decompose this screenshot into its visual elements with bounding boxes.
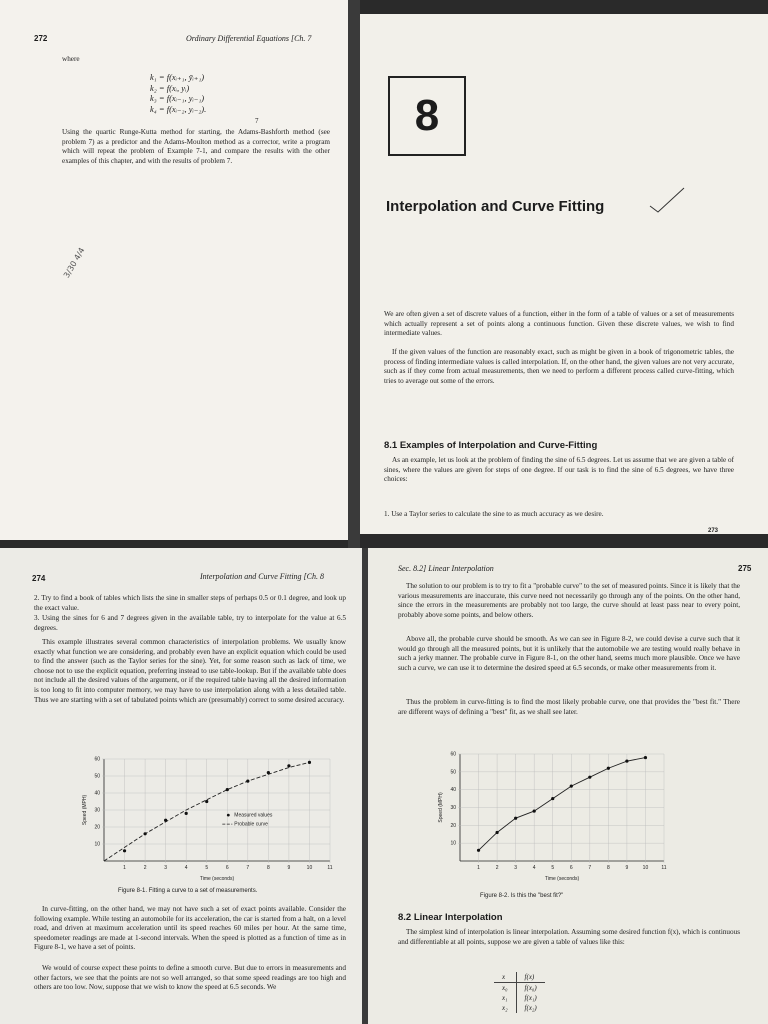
- section-paragraph: As an example, let us look at the problem of finding the sine of 6.5 degrees. Let us assume that we are given a table of sines, where the values are given for steps of one degree. If our task is to find the sine of 6.5 degrees, we have three choices:: [384, 456, 734, 484]
- table-header-x: x: [494, 972, 516, 983]
- paragraph-2: Above all, the probable curve should be smooth. As we can see in Figure 8-2, we could devise a curve such that it would go through all the measured points, but it is unlikely that the automobile we are testing would really behave in such a jerky manner. The probable curve in Figure 8-1, on the other hand, seems much more plausible. Once we have such a curve, we can use it to determine the desired speed at 6.5 seconds, or make other measurements from it.: [398, 635, 740, 672]
- y-axis-label: Speed (MPH): [82, 794, 88, 826]
- table-row: [494, 983, 545, 994]
- equation-k4: k₄ = f(xᵢ₋₂, yᵢ₋₂).: [150, 103, 207, 114]
- figure-8-1-caption: Figure 8-1. Fitting a curve to a set of measurements.: [118, 888, 258, 894]
- running-head: Sec. 8.2] Linear Interpolation: [398, 564, 494, 573]
- x-tick-label: 3: [164, 865, 168, 871]
- equation-k3: k₃ = f(xᵢ₋₁, yᵢ₋₁): [150, 93, 205, 103]
- x-tick-label: 8: [266, 865, 270, 871]
- section-heading-8-1: 8.1 Examples of Interpolation and Curve-Fitting: [384, 440, 598, 451]
- section-heading-8-2: 8.2 Linear Interpolation: [398, 912, 503, 923]
- y-tick-label: 10: [94, 841, 100, 848]
- paragraph-3: We would of course expect these points to define a smooth curve. But due to errors in measurements and other factors, we see that the points are not so well arranged, so that some speed readings are too high and others are too low. Now, suppose that we wish to know the speed at 6.5 seconds. We: [34, 964, 346, 992]
- equation-mark: 7: [255, 117, 259, 125]
- x-tick-label: 7: [588, 865, 592, 871]
- figure-8-2-chart: [434, 748, 674, 883]
- page-275: [368, 548, 768, 1024]
- intro-paragraph-2: If the given values of the function are reasonably exact, such as might be given in a book of trigonometric tables, the process of finding intermediate values is called interpolation. If, on the other hand, the given values are not very accurate, such as if they come from actual measurements, then we need to perform a different process called curve-fitting, which tries to average out some of the errors.: [384, 348, 734, 385]
- x-tick-label: 2: [143, 865, 147, 871]
- legend-entry-curve: Probable curve: [234, 821, 268, 828]
- chapter-number-box: [388, 76, 466, 156]
- paragraph-1: This example illustrates several common characteristics of interpolation problems. We usually know exactly what function we are considering, and probably even have an explicit equation which could be used to find the answer (such as the Taylor series for the sine). Yet, for some reason such as lack of time, we choose not to use the explicit equation, preferring instead to use table-lookup. But if the available table does not include all the desired values of the argument, or if the required table having all the desired information is too long to fit into computer memory, we may have to use interpolation along with a less detailed table. Thus we are starting with a set of tabulated points which are (presumably) correct to some desired accuracy.: [34, 638, 346, 704]
- table-header-row: [494, 972, 545, 983]
- y-tick-label: 60: [94, 756, 100, 763]
- table-cell: f(x₀): [524, 984, 537, 992]
- data-point: [205, 800, 208, 803]
- x-tick-label: 10: [642, 865, 649, 871]
- data-point: [533, 809, 536, 812]
- data-point: [143, 832, 146, 835]
- x-tick-label: 11: [661, 865, 667, 871]
- paragraph-3: Thus the problem in curve-fitting is to find the most likely probable curve, one that provides the "best fit." There are different ways of defining a "best" fit, as we shall see later.: [398, 698, 740, 716]
- y-tick-label: 20: [450, 822, 456, 829]
- legend-marker: [227, 814, 230, 817]
- x-tick-label: 1: [477, 865, 480, 871]
- page-number: 275: [738, 564, 752, 573]
- section-paragraph: The simplest kind of interpolation is linear interpolation. Assuming some desired function f(x), which is continuous and differentiable at all points, suppose we are given a table of values like this:: [398, 928, 740, 946]
- x-tick-label: 7: [246, 865, 250, 871]
- y-axis-label: Speed (MPH): [438, 792, 444, 823]
- legend-entry-measured: Measured values: [234, 812, 273, 819]
- x-tick-label: 10: [306, 865, 313, 871]
- x-tick-label: 1: [123, 865, 126, 871]
- page-273: [360, 14, 768, 534]
- where-label: where: [62, 55, 80, 63]
- page-272: [0, 0, 348, 540]
- x-tick-label: 2: [495, 865, 499, 871]
- list-item-3: 3. Using the sines for 6 and 7 degrees given in the available table, try to interpolate for the value at 6.5 degrees.: [34, 614, 346, 632]
- x-tick-label: 3: [514, 865, 518, 871]
- handwritten-margin-note: 3/30 4/4: [62, 246, 87, 280]
- table-cell: x₁: [494, 993, 516, 1003]
- y-tick-label: 40: [94, 790, 100, 797]
- connecting-line: [479, 758, 646, 851]
- page-274: [0, 548, 362, 1024]
- equation-block: [150, 72, 206, 114]
- table-header-fx: f(x): [516, 972, 545, 983]
- data-point: [185, 812, 188, 815]
- y-tick-label: 20: [94, 824, 100, 831]
- list-item-2: 2. Try to find a book of tables which lists the sine in smaller steps of perhaps 0.5 or 0.1 degree, and look up the exact value.: [34, 594, 346, 612]
- problem-paragraph: Using the quartic Runge-Kutta method for starting, the Adams-Bashforth method (see problem 7) as a predictor and the Adams-Moulton method as a corrector, write a program which will repeat the problem of Example 7-1, and compare the results with the other examples of this chapter, and with the results of problem 7.: [62, 128, 330, 165]
- x-axis-label: Time (seconds): [544, 876, 580, 882]
- data-point: [644, 756, 647, 759]
- data-point: [226, 788, 229, 791]
- x-tick-label: 6: [569, 865, 573, 871]
- book-gutter: [348, 0, 360, 548]
- data-point: [477, 849, 480, 852]
- x-tick-label: 8: [606, 865, 610, 871]
- x-tick-label: 6: [225, 865, 229, 871]
- x-tick-label: 11: [327, 865, 333, 871]
- data-point: [308, 761, 311, 764]
- data-point: [607, 767, 610, 770]
- x-tick-label: 5: [551, 865, 555, 871]
- data-point: [588, 776, 591, 779]
- chapter-title: Interpolation and Curve Fitting: [386, 198, 605, 215]
- y-tick-label: 10: [450, 840, 456, 847]
- table-cell: x₀: [494, 983, 516, 994]
- table-cell: f(x₂): [524, 1004, 537, 1012]
- y-tick-label: 50: [450, 769, 456, 776]
- x-tick-label: 5: [205, 865, 209, 871]
- y-tick-label: 30: [94, 807, 100, 814]
- chapter-number: 8: [414, 91, 440, 140]
- table-cell: f(x₁): [524, 994, 537, 1002]
- running-head: Interpolation and Curve Fitting [Ch. 8: [200, 572, 324, 581]
- y-tick-label: 30: [450, 805, 456, 811]
- data-point: [551, 797, 554, 800]
- page-number: 272: [34, 34, 48, 43]
- data-point: [625, 760, 628, 763]
- intro-paragraph-1: We are often given a set of discrete values of a function, either in the form of a table of values or a set of measurements which actually represent a set of points along a continuous function. Given these discrete values, we wish to find intermediate values.: [384, 310, 734, 338]
- table-row: [494, 1003, 545, 1013]
- page-number: 273: [708, 528, 719, 534]
- x-axis-label: Time (seconds): [199, 876, 235, 882]
- data-point: [123, 849, 126, 852]
- figure-8-2-caption: Figure 8-2. Is this the "best fit?": [480, 893, 564, 899]
- x-tick-label: 9: [625, 865, 629, 871]
- data-point: [570, 785, 573, 788]
- paragraph-2: In curve-fitting, on the other hand, we may not have such a set of exact points available. Consider the following example. While testing an automobile for its acceleration, the car is started from a halt, on a level road, and driven at maximum acceleration until its speed reaches 60 miles per hour. At the same time, speedometer readings are made at 1-second intervals. When the speed is plotted as a function of time as in Figure 8-1, we have a set of points.: [34, 905, 346, 952]
- running-head: Ordinary Differential Equations [Ch. 7: [186, 34, 312, 43]
- equation-k2: k₂ = f(xᵢ, yᵢ): [150, 82, 190, 93]
- table-row: [494, 993, 545, 1003]
- x-tick-label: 9: [287, 865, 291, 871]
- data-point: [287, 764, 290, 767]
- paragraph-1: The solution to our problem is to try to fit a "probable curve" to the set of measured points. Since it is likely that the various measurements are inaccurate, this curve need not necessarily go through any of the points. On the other hand, since the errors in the measurements are probably not too large, the curve should at least pass near to every point, probably above some points, and below others.: [398, 582, 740, 619]
- figure-8-1-chart: [78, 753, 340, 883]
- table-cell: x₂: [494, 1003, 516, 1013]
- checkmark-icon: [648, 184, 688, 214]
- values-table: [494, 972, 545, 1013]
- y-tick-label: 40: [450, 787, 456, 794]
- page-number: 274: [32, 574, 46, 583]
- list-item-1: 1. Use a Taylor series to calculate the sine to as much accuracy as we desire.: [384, 510, 604, 518]
- data-point: [267, 771, 270, 774]
- data-point: [514, 817, 517, 820]
- equation-k1: k₁ = f(xᵢ₊₁, ȳᵢ₊₁): [150, 72, 205, 82]
- data-point: [164, 819, 167, 822]
- y-tick-label: 60: [450, 751, 456, 758]
- x-tick-label: 4: [184, 865, 188, 871]
- data-point: [495, 831, 498, 834]
- x-tick-label: 4: [532, 865, 536, 871]
- y-tick-label: 50: [94, 773, 100, 780]
- data-point: [246, 780, 249, 783]
